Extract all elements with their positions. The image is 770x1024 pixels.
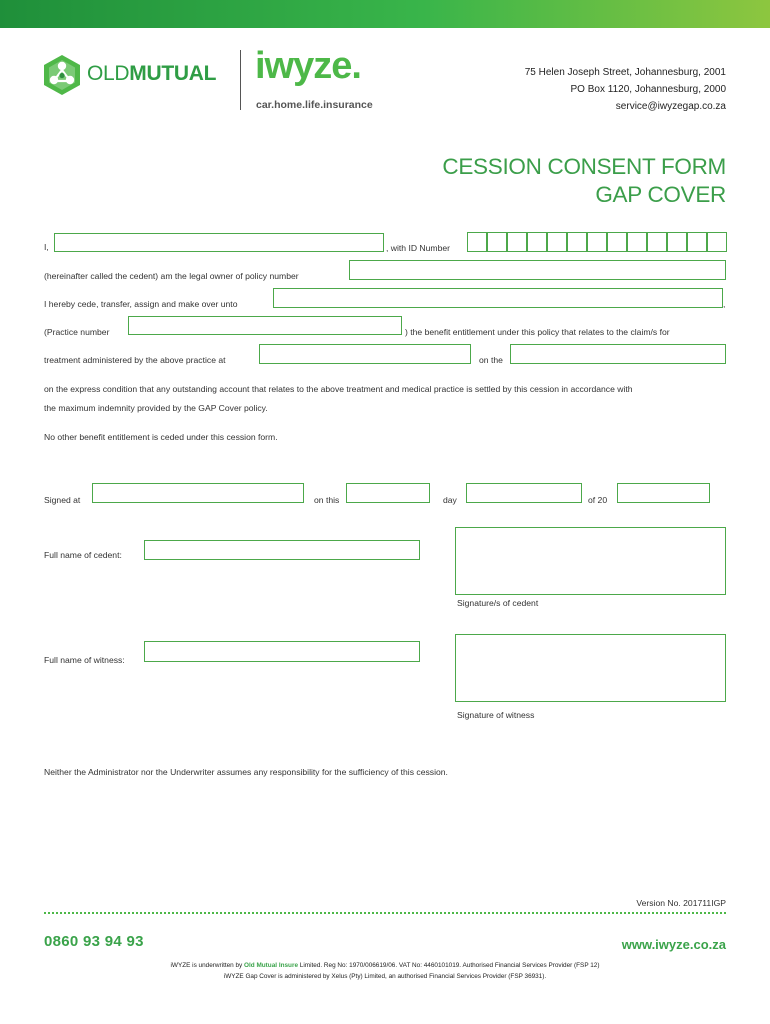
id-number-digit-box[interactable] xyxy=(467,232,487,252)
logo-divider xyxy=(240,50,241,110)
benefit-entitlement-label: ) the benefit entitlement under this policy that relates to the claim/s for xyxy=(405,327,670,337)
form-title-line-2: GAP COVER xyxy=(595,182,726,207)
signed-month-input[interactable] xyxy=(466,483,582,503)
footer-legal-line-2: iWYZE Gap Cover is administered by Xelus (Pty) Limited, an authorised Financial Services Provider (FSP 36931). xyxy=(223,973,547,980)
cedent-full-name-label: Full name of cedent: xyxy=(44,550,122,560)
condition-text-line-1: on the express condition that any outstanding account that relates to the above treatment and medical practice is settled by this cession in accordance with xyxy=(44,384,633,394)
address-line-2: PO Box 1120, Johannesburg, 2000 xyxy=(570,84,726,95)
of-20-label: of 20 xyxy=(588,495,608,505)
day-label: day xyxy=(443,495,457,505)
old-mutual-wordmark xyxy=(87,62,216,86)
id-number-digit-box[interactable] xyxy=(607,232,627,252)
id-number-label: , with ID Number xyxy=(386,243,450,253)
policy-owner-label: (hereinafter called the cedent) am the legal owner of policy number xyxy=(44,271,299,281)
treatment-date-input[interactable] xyxy=(510,344,726,364)
no-other-entitlement-text: No other benefit entitlement is ceded under this cession form. xyxy=(44,432,278,442)
cessionary-input[interactable] xyxy=(273,288,726,309)
on-this-label: on this xyxy=(314,495,340,505)
id-number-digit-box[interactable] xyxy=(647,232,667,252)
id-number-digit-box[interactable] xyxy=(507,232,527,252)
id-number-digit-box[interactable] xyxy=(687,232,707,252)
old-mutual-wordmark-bold: MUTUAL xyxy=(129,62,217,85)
iwyze-logo: iwyze. xyxy=(255,45,361,87)
version-number: Version No. 201711IGP xyxy=(636,898,726,908)
witness-full-name-input[interactable] xyxy=(144,641,420,662)
id-number-digit-box[interactable] xyxy=(587,232,607,252)
cedent-name-input[interactable] xyxy=(54,233,384,252)
address-line-1: 75 Helen Joseph Street, Johannesburg, 2001 xyxy=(524,67,726,78)
cede-label: I hereby cede, transfer, assign and make over unto xyxy=(44,299,238,309)
contact-email[interactable]: service@iwyzegap.co.za xyxy=(615,101,726,112)
old-mutual-logo-icon xyxy=(42,54,82,96)
iwyze-tagline: car.home.life.insurance xyxy=(256,99,373,111)
footer-website[interactable]: www.iwyze.co.za xyxy=(621,937,726,952)
practice-number-input[interactable] xyxy=(128,316,402,335)
cedent-signature-label: Signature/s of cedent xyxy=(457,598,539,608)
id-number-digit-box[interactable] xyxy=(707,232,727,252)
cedent-full-name-input[interactable] xyxy=(144,540,420,560)
id-number-digit-box[interactable] xyxy=(627,232,647,252)
id-number-digit-box[interactable] xyxy=(487,232,507,252)
top-banner xyxy=(0,0,770,28)
footer-divider xyxy=(44,912,726,914)
cedent-signature-box[interactable] xyxy=(455,527,726,595)
witness-signature-box[interactable] xyxy=(455,634,726,702)
i-label: I, xyxy=(44,242,49,252)
signed-at-label: Signed at xyxy=(44,495,81,505)
disclaimer-text: Neither the Administrator nor the Underwriter assumes any responsibility for the sufficiency of this cession. xyxy=(44,767,448,777)
old-mutual-wordmark-light: OLD xyxy=(87,62,130,85)
witness-full-name-label: Full name of witness: xyxy=(44,655,125,665)
footer-legal-brand: Old Mutual Insure xyxy=(244,962,298,969)
footer-legal-line-1 xyxy=(0,962,770,969)
signed-at-input[interactable] xyxy=(92,483,304,503)
treatment-label: treatment administered by the above practice at xyxy=(44,355,226,365)
signed-day-input[interactable] xyxy=(346,483,430,503)
form-title-line-1: CESSION CONSENT FORM xyxy=(442,154,726,179)
id-number-digit-box[interactable] xyxy=(667,232,687,252)
id-number-digit-box[interactable] xyxy=(567,232,587,252)
practice-location-input[interactable] xyxy=(259,344,471,364)
witness-signature-label: Signature of witness xyxy=(457,710,535,720)
footer-legal-pre: iWYZE is underwritten by xyxy=(170,962,245,969)
footer-legal-post: Limited. Reg No: 1970/006619/06. VAT No: 4460101019. Authorised Financial Services Provider (FSP 12) xyxy=(298,962,600,969)
id-number-digit-box[interactable] xyxy=(547,232,567,252)
on-the-label: on the xyxy=(479,355,503,365)
id-number-digit-box[interactable] xyxy=(527,232,547,252)
footer-phone[interactable]: 0860 93 94 93 xyxy=(44,933,144,950)
practice-number-label: (Practice number xyxy=(44,327,110,337)
policy-number-input[interactable] xyxy=(349,260,726,280)
condition-text-line-2: the maximum indemnity provided by the GAP Cover policy. xyxy=(44,403,268,413)
signed-year-input[interactable] xyxy=(617,483,710,503)
cede-comma: , xyxy=(723,299,726,309)
